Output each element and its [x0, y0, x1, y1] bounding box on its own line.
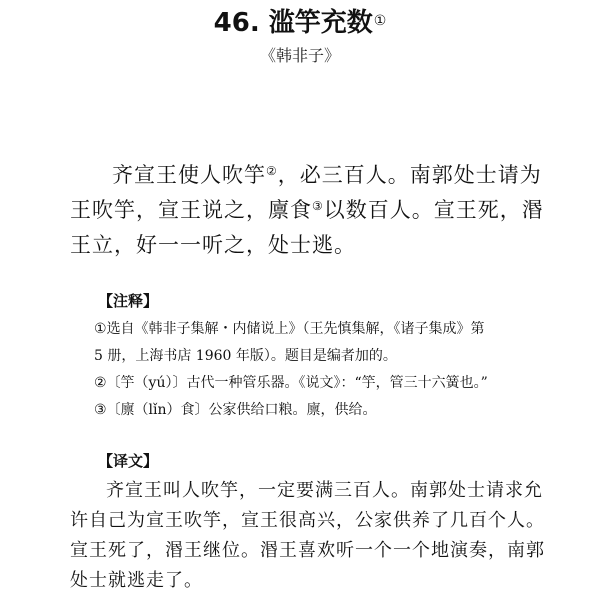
note-item — [94, 370, 564, 397]
page-title — [0, 6, 600, 40]
translation-section — [70, 476, 560, 596]
notes-heading: 【注释】 — [98, 292, 159, 310]
footnote-marker-2: ② — [266, 164, 278, 178]
note-text: 〔竽（yú）〕古代一种管乐器。《说文》：“竽，管三十六簧也。” — [106, 375, 488, 391]
note-continuation: 5 册，上海书店 1960 年版）。题目是编者加的。 — [94, 348, 397, 364]
note-item — [94, 316, 564, 343]
source-attribution: 《韩非子》 — [259, 46, 340, 65]
note-number: ③ — [94, 402, 107, 418]
note-text: 〔廪（lǐn）食〕公家供给口粮。廪，供给。 — [106, 402, 377, 418]
translation-heading: 【译文】 — [98, 452, 159, 470]
title-text: 46. 滥竽充数 — [213, 8, 373, 38]
text-segment-1: 齐宣王使人吹竽 — [112, 163, 266, 187]
note-text: 选自《韩非子集解・内储说上》（王先慎集解，《诸子集成》第 — [106, 321, 485, 337]
note-number: ② — [94, 375, 107, 391]
note-item — [94, 397, 564, 424]
note-number: ① — [94, 321, 107, 337]
text-segment-3: 以数百人。宣王死，湣王立，好一一听之，处士逃。 — [70, 198, 544, 257]
classical-paragraph — [70, 158, 560, 263]
text-segment-2: ，必三百人。南郭处士请为王吹竽，宣王说之，廪食 — [70, 163, 542, 222]
notes-section — [94, 316, 564, 424]
footnote-marker-3: ③ — [312, 199, 324, 213]
translation-paragraph: 齐宣王叫人吹竽，一定要满三百人。南郭处士请求允许自己为宣王吹竽，宣王很高兴，公家供养了几百个人。宣王死了，湣王继位。湣王喜欢听一个一个地演奏，南郭处士就逃走了。 — [70, 480, 545, 591]
title-footnote-marker: ① — [373, 13, 387, 29]
classical-text — [70, 158, 560, 263]
